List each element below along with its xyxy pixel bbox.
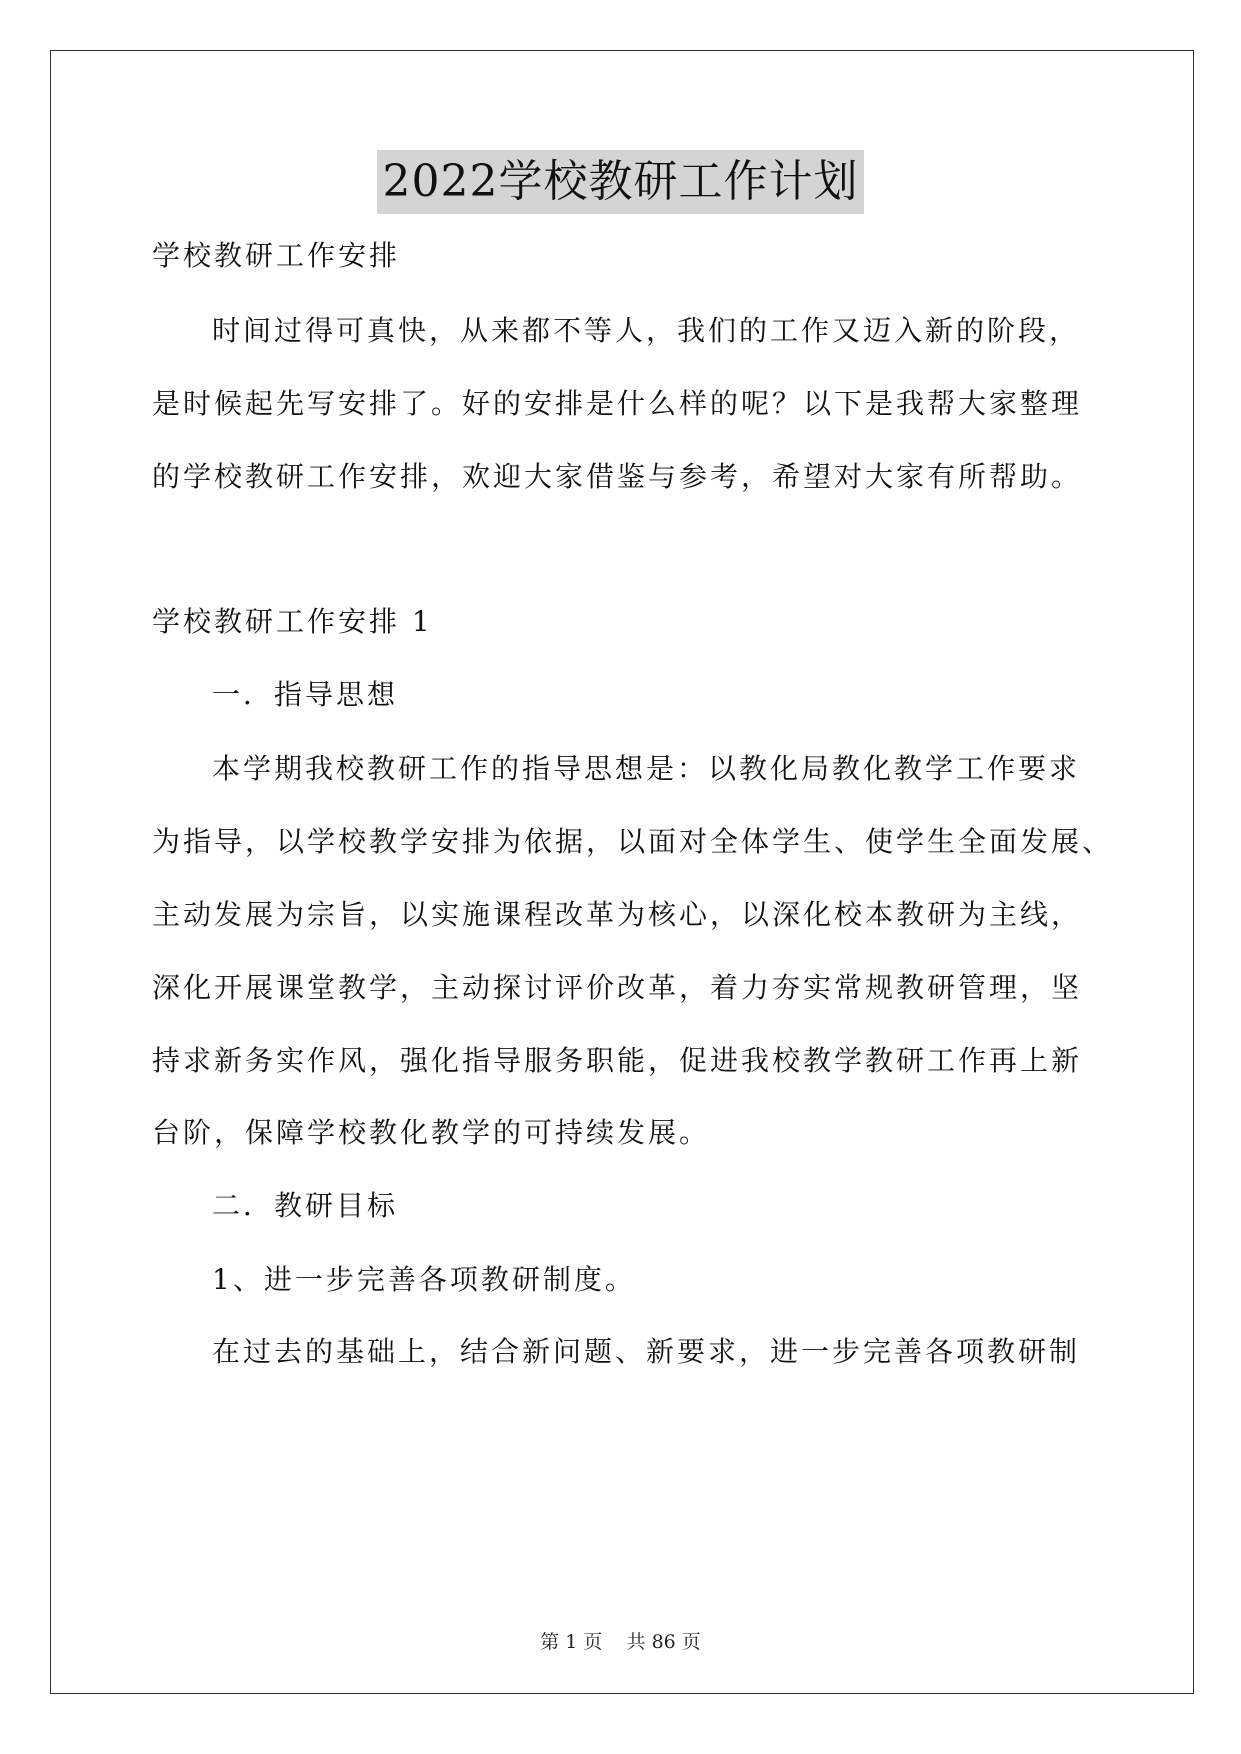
page-border	[50, 50, 1194, 1694]
paragraph-line: 是时候起先写安排了。好的安排是什么样的呢？以下是我帮大家整理	[152, 387, 1083, 420]
paragraph-line: 持求新务实作风，强化指导服务职能，促进我校教学教研工作再上新	[152, 1044, 1083, 1077]
paragraph-line: 本学期我校教研工作的指导思想是：以教化局教化教学工作要求	[212, 752, 1081, 785]
document-title: 2022学校教研工作计划	[377, 150, 865, 214]
section-heading: 学校教研工作安排 1	[152, 605, 433, 638]
paragraph-line: 的学校教研工作安排，欢迎大家借鉴与参考，希望对大家有所帮助。	[152, 460, 1083, 493]
paragraph-line: 为指导，以学校教学安排为依据，以面对全体学生、使学生全面发展、	[152, 825, 1114, 858]
paragraph-line: 时间过得可真快，从来都不等人，我们的工作又迈入新的阶段，	[212, 314, 1081, 347]
paragraph-line: 在过去的基础上，结合新问题、新要求，进一步完善各项教研制	[212, 1335, 1081, 1368]
paragraph-line: 主动发展为宗旨，以实施课程改革为核心，以深化校本教研为主线，	[152, 898, 1083, 931]
title-container	[0, 150, 1241, 214]
list-item: 1、进一步完善各项教研制度。	[212, 1263, 636, 1296]
paragraph-line: 深化开展课堂教学，主动探讨评价改革，着力夯实常规教研管理，坚	[152, 971, 1083, 1004]
page-number: 第 1 页 共 86 页	[540, 1631, 701, 1653]
subsection-heading: 一．指导思想	[212, 678, 399, 711]
section-heading: 学校教研工作安排	[152, 239, 401, 272]
paragraph-line: 台阶，保障学校教化教学的可持续发展。	[152, 1116, 711, 1149]
page-footer	[0, 1630, 1241, 1654]
subsection-heading: 二．教研目标	[212, 1189, 399, 1222]
